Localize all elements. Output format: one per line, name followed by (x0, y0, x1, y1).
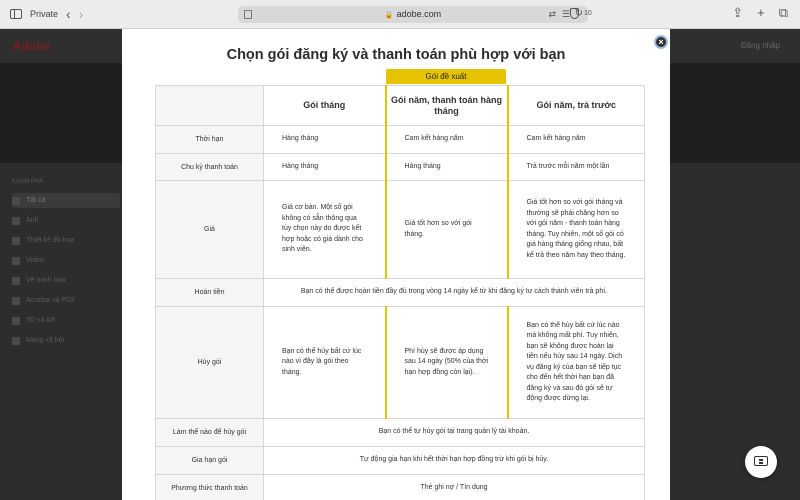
brush-icon (12, 277, 20, 285)
chat-icon (754, 456, 768, 466)
browser-left-controls (10, 7, 83, 21)
pdf-icon (12, 297, 20, 305)
social-icon (12, 337, 20, 345)
bg-sidebar-item: Thiết kế đồ họa (12, 233, 120, 248)
browser-toolbar (0, 0, 800, 29)
photo-icon (12, 217, 20, 225)
modal-title: Chọn gói đăng ký và thanh toán phù hợp với bạn (226, 47, 566, 63)
sidebar-icon[interactable] (10, 9, 22, 19)
table-cell: Hàng tháng (264, 154, 386, 181)
video-icon (12, 257, 20, 265)
table-row (156, 279, 645, 307)
table-cell: Hàng tháng (386, 154, 508, 181)
column-header: Gói tháng (264, 86, 386, 126)
bg-sidebar-item: Ảnh (12, 213, 120, 228)
column-header: Gói năm, thanh toán hàng tháng (386, 86, 508, 126)
bg-sidebar-item: Vẽ minh họa (12, 273, 120, 288)
privacy-report[interactable] (570, 8, 592, 19)
new-tab-icon[interactable]: + (757, 5, 765, 20)
table-row (156, 126, 645, 154)
forward-arrow-icon[interactable]: › (78, 6, 84, 22)
recommended-badge: Gói đề xuất (386, 69, 506, 84)
row-label: Chu kỳ thanh toán (156, 154, 264, 181)
table-row (156, 419, 645, 447)
table-cell: Cam kết hàng năm (508, 126, 645, 154)
refresh-icon[interactable]: ↻ (574, 8, 583, 19)
reader-icon[interactable]: ☰ (561, 9, 570, 19)
table-cell: Giá tốt hơn so với gói tháng. (386, 181, 508, 279)
bg-sidebar-item: Mạng xã hội (12, 333, 120, 348)
table-cell: Cam kết hàng năm (386, 126, 508, 154)
plan-comparison-modal (122, 29, 670, 500)
browser-right-controls (732, 5, 788, 21)
table-cell: Bạn có thể được hoàn tiền đầy đủ trong vòng 14 ngày kể từ khi đăng ký tư cách thành viên trả phí. (264, 279, 645, 307)
table-row (156, 447, 645, 475)
address-bar[interactable] (238, 6, 588, 23)
close-button[interactable]: × (654, 35, 668, 49)
bg-sidebar (12, 179, 120, 353)
table-row (156, 475, 645, 500)
plan-comparison-table (155, 85, 645, 500)
table-row (156, 181, 645, 279)
shield-icon (570, 8, 579, 19)
lock-icon: 🔒 (384, 12, 394, 19)
row-label: Phương thức thanh toán (156, 475, 264, 500)
row-label: Gia hạn gói (156, 447, 264, 475)
table-cell: Bạn có thể tự hủy gói tại trang quản lý tài khoản. (264, 419, 645, 447)
tabs-overview-icon[interactable]: ⧉ (778, 5, 788, 20)
share-icon[interactable]: ⇪ (732, 5, 744, 20)
row-label: Giá (156, 181, 264, 279)
table-cell: Thẻ ghi nợ / Tín dụng (264, 475, 645, 500)
bg-sidebar-item: Acrobat và PDF (12, 293, 120, 308)
url-text: adobe.com (396, 9, 442, 19)
column-header: Gói năm, trả trước (508, 86, 645, 126)
url-display[interactable] (238, 9, 588, 19)
row-label: Hủy gói (156, 307, 264, 419)
table-cell: Tự động gia hạn khi hết thời hạn hợp đồng trừ khi gói bị hủy. (264, 447, 645, 475)
table-cell: Phí hủy sẽ được áp dụng sau 14 ngày (50% của thời hạn hợp đồng còn lại). (386, 307, 508, 419)
bg-sidebar-item: Video (12, 253, 120, 268)
table-row (156, 307, 645, 419)
table-cell: Hàng tháng (264, 126, 386, 154)
table-cell: Giá cơ bản. Một số gói không có sẵn thông qua tùy chọn này do được kết hợp hoặc có giá dành cho sinh viên. (264, 181, 386, 279)
grid-icon (12, 197, 20, 205)
row-label: Hoàn tiền (156, 279, 264, 307)
table-cell: Bạn có thể hủy bất cứ lúc nào vì đây là gói theo tháng. (264, 307, 386, 419)
login-link: Đăng nhập (740, 41, 780, 50)
row-label: Làm thế nào để hủy gói (156, 419, 264, 447)
table-cell: Bạn có thể hủy bất cứ lúc nào mà không mất phí. Tuy nhiên, bạn sẽ không được hoàn lại tiền nếu hủy sau 14 ngày. Dịch vụ đăng ký của bạn sẽ tiếp tục cho đến hết thời hạn bạn đã đăng ký và sau đó gói sẽ tự động được dừng lại. (508, 307, 645, 419)
tracker-count: 10 (584, 10, 592, 17)
table-cell: Trả trước mỗi năm một lần (508, 154, 645, 181)
table-cell: Giá tốt hơn so với gói tháng và thường sẽ phải chăng hơn so với gói năm - thanh toán hàng tháng. Tuy nhiên, một số gói có giá hàng tháng giống nhau, bất kể trả theo năm hay theo tháng. (508, 181, 645, 279)
bg-sidebar-item: Tất cả (12, 193, 120, 208)
design-icon (12, 237, 20, 245)
chat-button[interactable] (745, 446, 777, 478)
private-mode-label: Private (30, 9, 59, 19)
adobe-logo: Adobe (13, 39, 51, 53)
row-label: Thời hạn (156, 126, 264, 154)
table-row (156, 154, 645, 181)
bg-sidebar-section: KHÁM PHÁ (12, 179, 44, 185)
cube-icon (12, 317, 20, 325)
bg-sidebar-item: 3D và AR (12, 313, 120, 328)
translate-icon[interactable]: ⇄ (548, 9, 556, 19)
table-header-row (156, 86, 645, 126)
header-empty-cell (156, 86, 264, 126)
back-arrow-icon[interactable]: ‹ (66, 6, 71, 22)
